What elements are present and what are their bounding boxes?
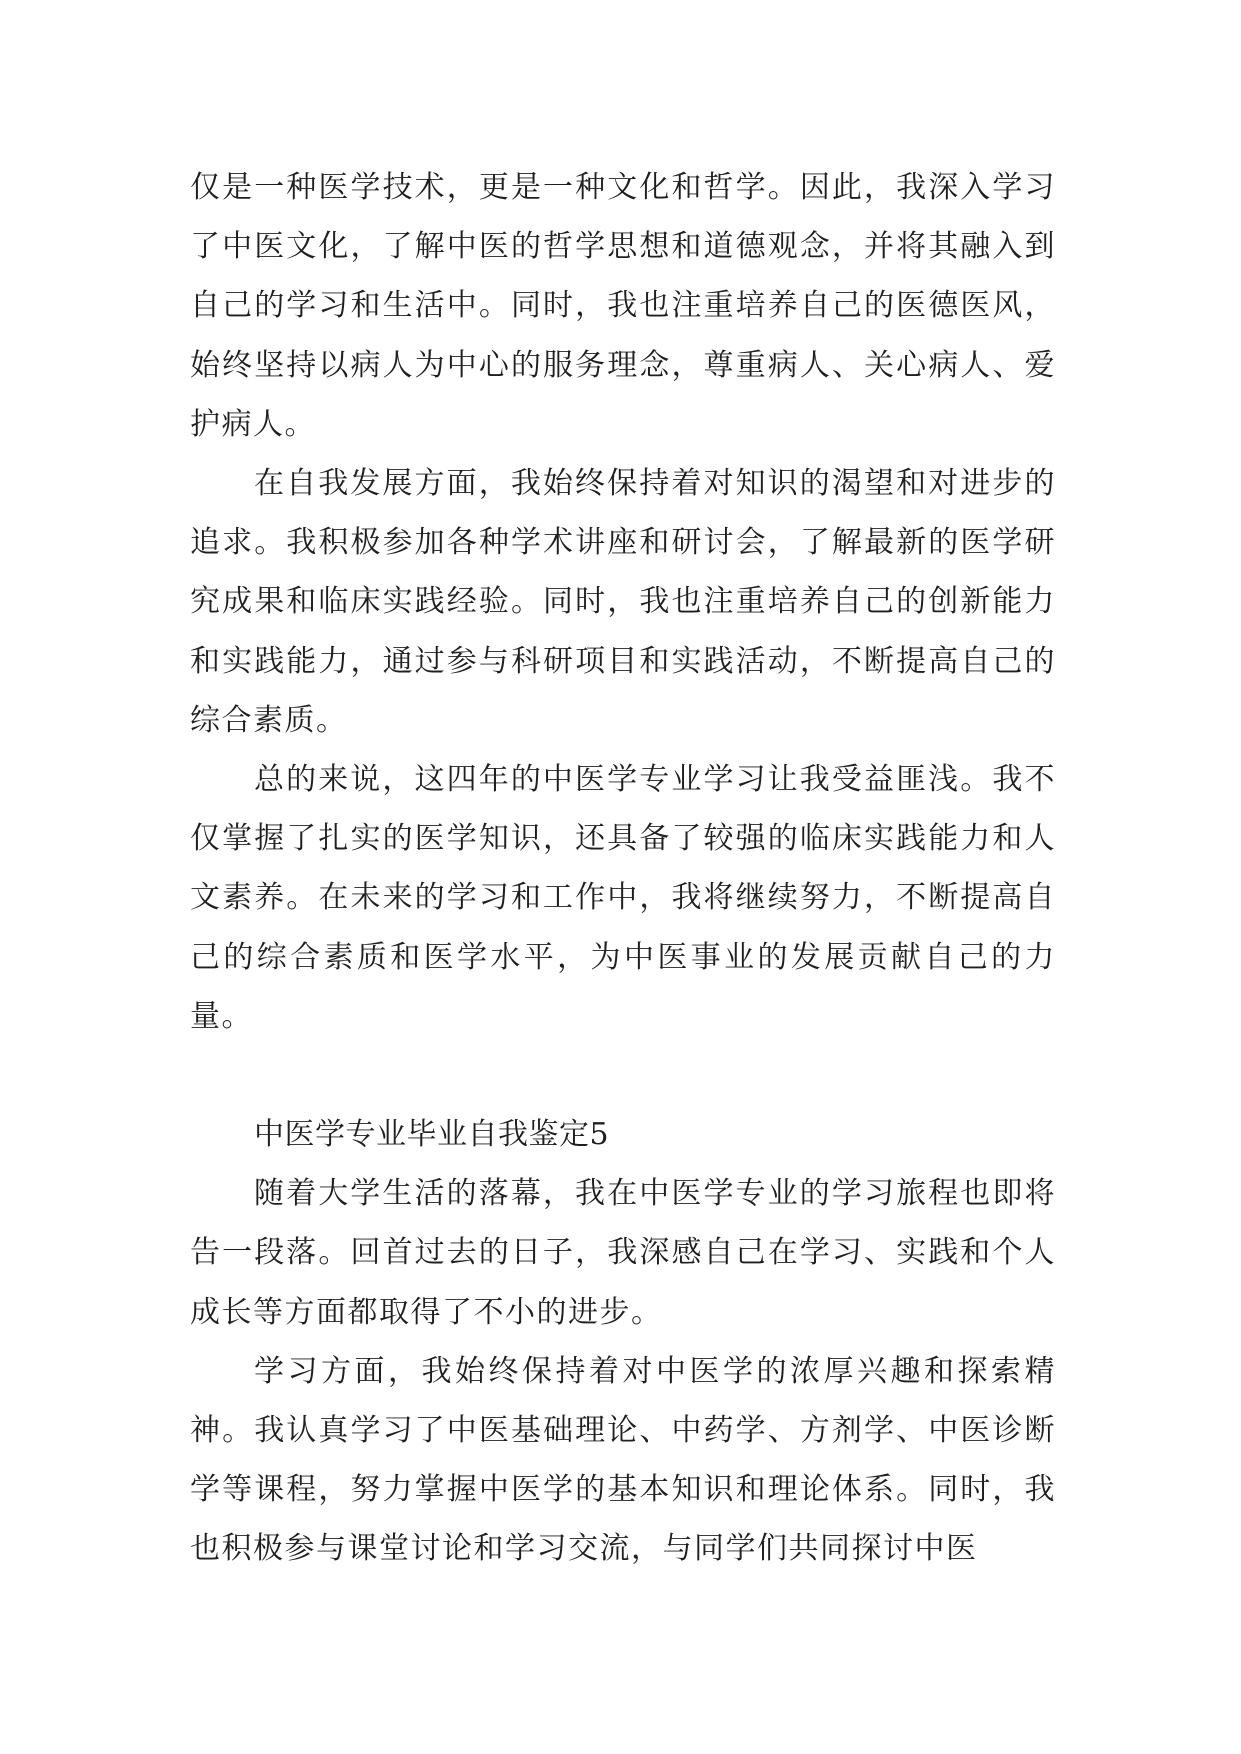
document-body	[190, 158, 1056, 1579]
paragraph-continuation: 仅是一种医学技术，更是一种文化和哲学。因此，我深入学习了中医文化，了解中医的哲学思想和道德观念，并将其融入到自己的学习和生活中。同时，我也注重培养自己的医德医风，始终坚持以病人为中心的服务理念，尊重病人、关心病人、爱护病人。	[190, 170, 1056, 442]
section-title: 中医学专业毕业自我鉴定5	[254, 1117, 610, 1153]
paragraph-summary: 总的来说，这四年的中医学专业学习让我受益匪浅。我不仅掌握了扎实的医学知识，还具备了较强的临床实践能力和人文素养。在未来的学习和工作中，我将继续努力，不断提高自己的综合素质和医学水平，为中医事业的发展贡献自己的力量。	[190, 762, 1056, 1034]
section-spacer	[190, 1046, 1056, 1105]
paragraph-study: 学习方面，我始终保持着对中医学的浓厚兴趣和探索精神。我认真学习了中医基础理论、中药学、方剂学、中医诊断学等课程，努力掌握中医学的基本知识和理论体系。同时，我也积极参与课堂讨论和学习交流，与同学们共同探讨中医	[190, 1353, 1056, 1567]
paragraph-self-development: 在自我发展方面，我始终保持着对知识的渴望和对进步的追求。我积极参加各种学术讲座和研讨会，了解最新的医学研究成果和临床实践经验。同时，我也注重培养自己的创新能力和实践能力，通过参与科研项目和实践活动，不断提高自己的综合素质。	[190, 466, 1056, 738]
paragraph-intro: 随着大学生活的落幕，我在中医学专业的学习旅程也即将告一段落。回首过去的日子，我深感自己在学习、实践和个人成长等方面都取得了不小的进步。	[190, 1176, 1056, 1330]
